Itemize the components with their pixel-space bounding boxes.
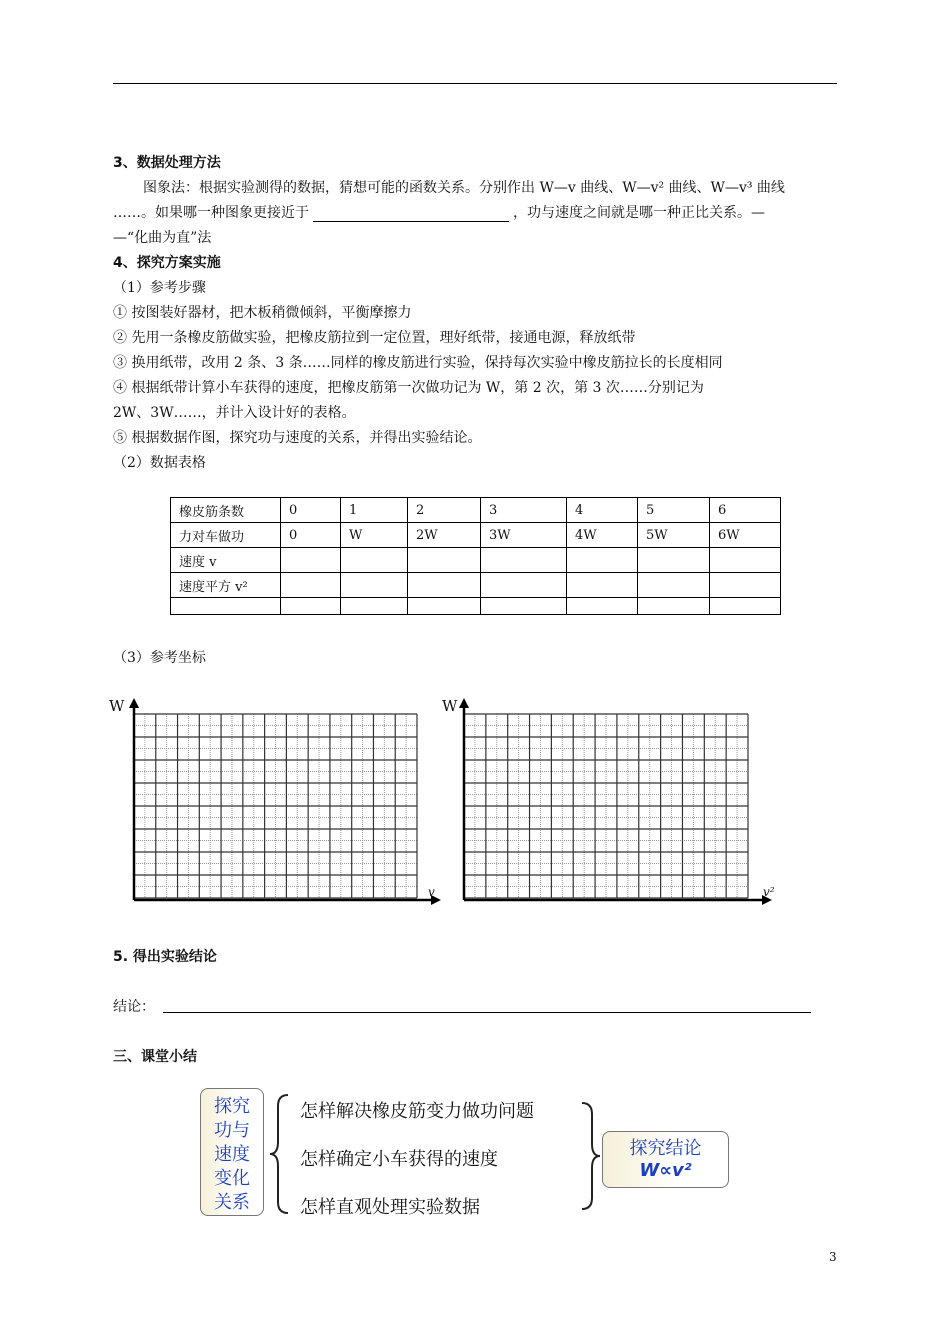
table-cell: 6 xyxy=(710,498,781,523)
table-cell: 橡皮筋条数 xyxy=(171,498,281,523)
table-cell: 4 xyxy=(567,498,638,523)
text: ，功与速度之间就是哪一种正比关系。— xyxy=(513,205,765,221)
table-row xyxy=(171,573,781,598)
header-rule xyxy=(113,83,837,84)
table-cell xyxy=(171,598,281,615)
topic-line: 关系 xyxy=(214,1192,250,1213)
table-cell: W xyxy=(341,523,408,548)
conclusion-box xyxy=(602,1131,729,1188)
step: ② 先用一条橡皮筋做实验，把橡皮筋拉到一定位置，理好纸带，接通电源，释放纸带 xyxy=(113,330,636,346)
table-row xyxy=(171,498,781,523)
conclusion-input-line[interactable] xyxy=(163,1012,811,1013)
y-arrow-icon xyxy=(459,698,469,708)
summary-title: 三、课堂小结 xyxy=(113,1049,197,1065)
table-cell xyxy=(408,573,481,598)
step: ⑤ 根据数据作图，探究功与速度的关系，并得出实验结论。 xyxy=(113,430,482,446)
table-cell: 3W xyxy=(481,523,567,548)
topic-line: 变化 xyxy=(214,1168,250,1189)
y-arrow-icon xyxy=(129,698,139,708)
topic-box xyxy=(200,1088,264,1216)
table-cell xyxy=(408,598,481,615)
axes-heading: （3）参考坐标 xyxy=(113,650,206,666)
w-v2-graph xyxy=(437,695,782,910)
section5-title: 5. 得出实验结论 xyxy=(113,949,217,965)
table-cell xyxy=(567,573,638,598)
conclusion-label: 结论： xyxy=(113,999,155,1015)
table-cell xyxy=(710,598,781,615)
table-cell xyxy=(638,548,710,573)
step: ④ 根据纸带计算小车获得的速度，把橡皮筋第一次做功记为 W，第 2 次，第 3 次……分别记为 xyxy=(113,380,704,396)
x-axis-label: v xyxy=(428,885,435,899)
table-cell xyxy=(481,573,567,598)
text: ……。如果哪一种图象更接近于 xyxy=(113,205,309,221)
table-cell: 6W xyxy=(710,523,781,548)
table-row xyxy=(171,523,781,548)
table-cell xyxy=(408,548,481,573)
topic-line: 探究 xyxy=(214,1096,250,1117)
table-cell xyxy=(341,548,408,573)
table-cell xyxy=(341,573,408,598)
steps-heading: （1）参考步骤 xyxy=(113,280,206,296)
table-cell xyxy=(481,598,567,615)
data-table xyxy=(170,497,781,615)
table-cell xyxy=(281,573,341,598)
table-cell xyxy=(638,598,710,615)
conclusion-title: 探究结论 xyxy=(629,1138,702,1159)
table-cell: 速度平方 v² xyxy=(171,573,281,598)
w-v-graph xyxy=(105,695,445,910)
table-cell: 力对车做功 xyxy=(171,523,281,548)
step: ③ 换用纸带，改用 2 条、3 条……同样的橡皮筋进行实验，保持每次实验中橡皮筋拉长的长度相同 xyxy=(113,355,723,371)
table-cell: 5W xyxy=(638,523,710,548)
y-axis-label: W xyxy=(442,697,458,715)
summary-item: 怎样确定小车获得的速度 xyxy=(300,1149,498,1170)
table-cell: 1 xyxy=(341,498,408,523)
summary-item: 怎样直观处理实验数据 xyxy=(300,1197,480,1218)
table-row xyxy=(171,598,781,615)
table-cell xyxy=(281,548,341,573)
table-cell: 速度 v xyxy=(171,548,281,573)
step: 2W、3W……，并计入设计好的表格。 xyxy=(113,405,356,421)
table-cell: 2 xyxy=(408,498,481,523)
y-axis-label: W xyxy=(109,697,125,715)
section3-line1: 图象法：根据实验测得的数据，猜想可能的函数关系。分别作出 W—v 曲线、W—v² 曲线、W—v³ 曲线 xyxy=(143,180,785,196)
table-cell xyxy=(567,598,638,615)
table-cell: 0 xyxy=(281,523,341,548)
table-cell xyxy=(567,548,638,573)
table-cell xyxy=(710,573,781,598)
table-cell: 4W xyxy=(567,523,638,548)
table-cell xyxy=(341,598,408,615)
topic-line: 速度 xyxy=(214,1144,250,1165)
table-cell xyxy=(710,548,781,573)
table-cell: 2W xyxy=(408,523,481,548)
topic-line: 功与 xyxy=(214,1120,250,1141)
x-axis-label: v² xyxy=(763,885,775,899)
table-cell: 5 xyxy=(638,498,710,523)
table-heading: （2）数据表格 xyxy=(113,455,206,471)
table-cell xyxy=(481,548,567,573)
section3-line3: —“化曲为直”法 xyxy=(113,230,212,246)
summary-item: 怎样解决橡皮筋变力做功问题 xyxy=(300,1101,534,1122)
section3-line2 xyxy=(113,202,765,222)
table-cell xyxy=(281,598,341,615)
answer-blank[interactable] xyxy=(313,207,509,222)
table-cell: 0 xyxy=(281,498,341,523)
page-number: 3 xyxy=(829,1250,837,1264)
section4-title: 4、探究方案实施 xyxy=(113,255,221,271)
conclusion-formula: W∝v² xyxy=(639,1160,692,1181)
table-cell xyxy=(638,573,710,598)
left-brace-icon xyxy=(266,1092,296,1216)
table-cell: 3 xyxy=(481,498,567,523)
step: ① 按图装好器材，把木板稍微倾斜，平衡摩擦力 xyxy=(113,305,412,321)
section3-title: 3、数据处理方法 xyxy=(113,155,221,171)
table-row xyxy=(171,548,781,573)
